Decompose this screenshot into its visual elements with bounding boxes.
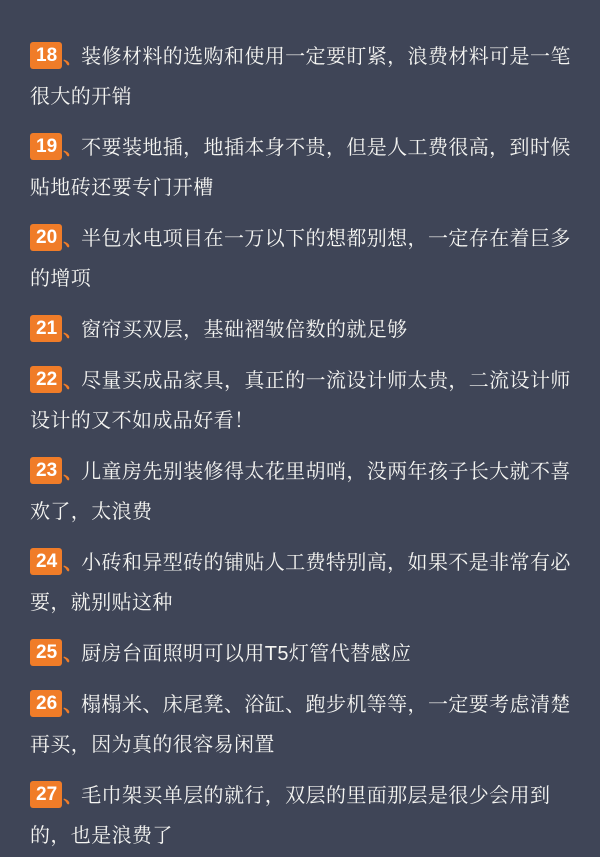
item-separator: 、 [63,552,82,574]
item-text: 窗帘买双层，基础褶皱倍数的就足够 [81,319,408,341]
item-separator: 、 [63,46,82,68]
item-text: 尽量买成品家具，真正的一流设计师太贵，二流设计师设计的又不如成品好看！ [30,370,571,432]
item-separator: 、 [63,137,82,159]
item-number-badge: 27 [30,781,62,808]
list-item [30,129,574,209]
item-text: 装修材料的选购和使用一定要盯紧，浪费材料可是一笔很大的开销 [30,46,571,108]
item-text: 半包水电项目在一万以下的想都别想，一定存在着巨多的增项 [30,228,571,290]
item-number-badge: 20 [30,224,62,251]
item-number-badge: 19 [30,133,62,160]
item-separator: 、 [63,228,82,250]
item-text: 儿童房先别装修得太花里胡哨，没两年孩子长大就不喜欢了，太浪费 [30,461,571,523]
list-item [30,311,574,351]
item-number-badge: 18 [30,42,62,69]
list-item [30,220,574,300]
item-separator: 、 [63,370,82,392]
item-number-badge: 22 [30,366,62,393]
item-text: 不要装地插，地插本身不贵，但是人工费很高，到时候贴地砖还要专门开槽 [30,137,571,199]
list-item [30,453,574,533]
list-item [30,38,574,118]
item-separator: 、 [63,643,82,665]
list-item [30,362,574,442]
item-text: 小砖和异型砖的铺贴人工费特别高，如果不是非常有必要，就别贴这种 [30,552,571,614]
item-separator: 、 [63,461,82,483]
item-separator: 、 [63,785,82,807]
list-item [30,777,574,857]
item-number-badge: 24 [30,548,62,575]
item-text: 厨房台面照明可以用T5灯管代替感应 [81,643,412,665]
item-text: 毛巾架买单层的就行，双层的里面那层是很少会用到的，也是浪费了 [30,785,551,847]
list-item [30,544,574,624]
item-separator: 、 [63,694,82,716]
item-text: 榻榻米、床尾凳、浴缸、跑步机等等，一定要考虑清楚再买，因为真的很容易闲置 [30,694,571,756]
item-number-badge: 23 [30,457,62,484]
item-separator: 、 [63,319,82,341]
item-number-badge: 26 [30,690,62,717]
list-item [30,635,574,675]
item-number-badge: 25 [30,639,62,666]
list-item [30,686,574,766]
item-number-badge: 21 [30,315,62,342]
